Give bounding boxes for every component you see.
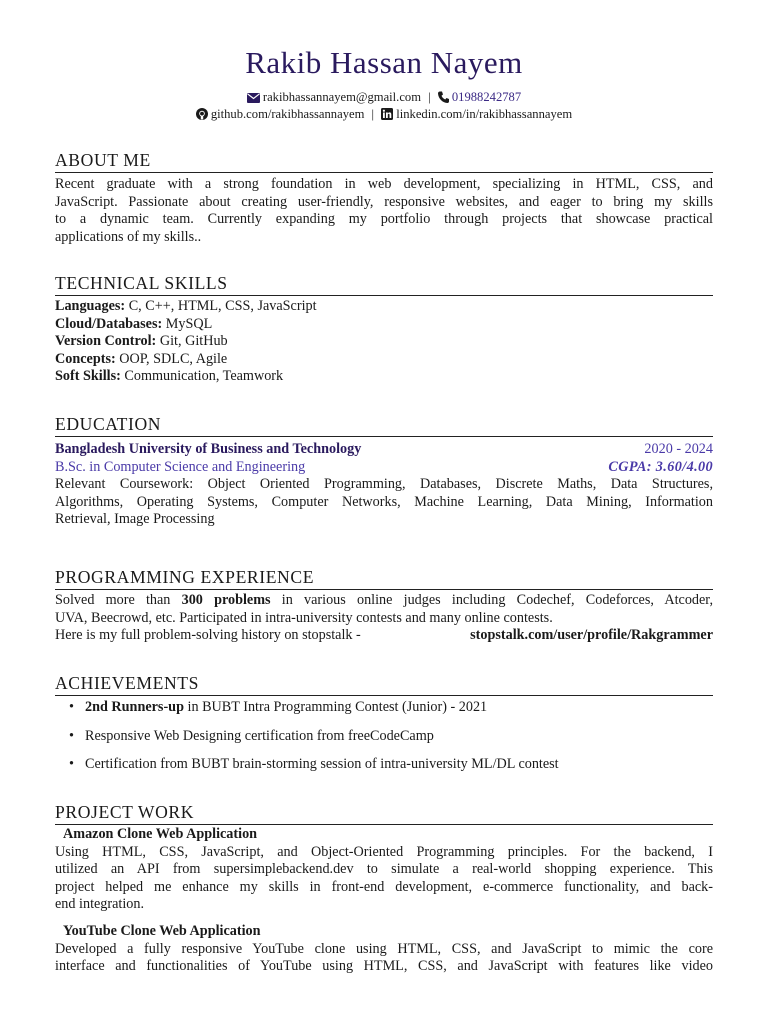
skill-label: Soft Skills: [55, 368, 121, 385]
bullet: • [69, 699, 74, 715]
section-heading-education: EDUCATION [55, 413, 713, 437]
email-link[interactable]: rakibhassannayem@gmail.com [262, 90, 422, 104]
education-years: 2020 - 2024 [644, 441, 713, 457]
list-item [55, 699, 713, 728]
about-line: applications of my skills.. [55, 228, 202, 245]
stopstalk-link[interactable]: stopstalk.com/user/profile/Rakgrammer [470, 627, 713, 644]
education-header-row [55, 441, 713, 459]
programming-line [55, 627, 713, 645]
text: Solved more than [55, 592, 182, 608]
programming-text [55, 592, 713, 645]
project-title: YouTube Clone Web Application [63, 923, 261, 939]
skill-label: Concepts: [55, 350, 116, 367]
github-icon [196, 108, 208, 124]
education-degree-row [55, 459, 713, 477]
education-entry [55, 441, 713, 529]
coursework-line: Retrieval, Image Processing [55, 511, 215, 528]
list-item [55, 728, 713, 757]
skill-row-databases [55, 316, 713, 334]
separator: | [428, 90, 431, 104]
coursework-line: Algorithms, Operating Systems, Computer Networks, Machine Learning, Data Mining, Information [55, 493, 713, 510]
section-heading-skills: TECHNICAL SKILLS [55, 272, 713, 296]
phone-link[interactable]: 01988242787 [451, 90, 522, 104]
project-line: utilized an API from supersimplebackend.dev to simulate a real-world shopping experience. This [55, 861, 713, 878]
text: Here is my full problem-solving history on stopstalk - [55, 627, 361, 644]
coursework-line: Relevant Coursework: Object Oriented Programming, Databases, Discrete Maths, Data Structures, [55, 476, 713, 493]
university-name: Bangladesh University of Business and Technology [55, 441, 362, 457]
degree-name: B.Sc. in Computer Science and Engineering [55, 458, 306, 475]
contact-line-2 [0, 106, 768, 124]
cgpa: CGPA: 3.60/4.00 [608, 458, 713, 475]
list-item [55, 756, 713, 785]
about-line: JavaScript. Passionate about creating user-friendly, responsive websites, and eager to bring my skills [55, 193, 713, 210]
skill-label: Version Control: [55, 333, 157, 350]
skill-row-concepts [55, 351, 713, 369]
achievement-text: Certification from BUBT brain-storming session of intra-university ML/DL contest [85, 756, 559, 772]
phone-icon [438, 91, 449, 107]
programming-line [55, 592, 713, 610]
section-heading-about: ABOUT ME [55, 149, 713, 173]
skill-value: MySQL [165, 315, 213, 332]
bullet: • [69, 756, 74, 772]
skill-row-soft-skills [55, 368, 713, 386]
skill-label: Cloud/Databases: [55, 315, 163, 332]
skill-value: Communication, Teamwork [124, 368, 284, 385]
problems-count: 300 problems [181, 592, 271, 608]
section-heading-programming: PROGRAMMING EXPERIENCE [55, 566, 713, 590]
skill-value: OOP, SDLC, Agile [119, 350, 228, 367]
programming-line: UVA, Beecrowd, etc. Participated in intra-university contests and many online contests. [55, 609, 553, 626]
candidate-name: Rakib Hassan Nayem [245, 45, 523, 80]
project-youtube [55, 923, 713, 976]
project-line: Using HTML, CSS, JavaScript, and Object-Oriented Programming principles. For the backend, I [55, 843, 713, 860]
separator: | [371, 107, 375, 121]
linkedin-icon [381, 108, 393, 124]
skill-value: Git, GitHub [159, 333, 228, 350]
skill-label: Languages: [55, 298, 126, 314]
section-heading-achievements: ACHIEVEMENTS [55, 672, 713, 696]
achievement-text: in BUBT Intra Programming Contest (Junior) - 2021 [183, 699, 488, 715]
project-line: Developed a fully responsive YouTube clone using HTML, CSS, and JavaScript to mimic the core [55, 940, 713, 957]
project-line: end integration. [55, 896, 145, 913]
achievement-text: Responsive Web Designing certification from freeCodeCamp [85, 727, 434, 744]
skill-value: C, C++, HTML, CSS, JavaScript [128, 298, 317, 314]
project-line: interface and functionalities of YouTube using HTML, CSS, and JavaScript with features like video [55, 958, 713, 975]
project-line: project helped me enhance my skills in front-end development, e-commerce functionality, and back- [55, 878, 713, 895]
skills-list [55, 298, 713, 386]
linkedin-link[interactable]: linkedin.com/in/rakibhassannayem [396, 107, 573, 121]
envelope-icon [247, 91, 260, 107]
skill-row-languages [55, 298, 713, 316]
about-text [55, 176, 713, 246]
section-heading-projects: PROJECT WORK [55, 801, 713, 825]
text: in various online judges including Codechef, Codeforces, Atcoder, [270, 592, 714, 608]
about-line: to a dynamic team. Currently expanding my portfolio through projects that showcase practical [55, 211, 713, 228]
project-title: Amazon Clone Web Application [63, 826, 258, 842]
bullet: • [69, 727, 74, 744]
contact-line-1 [0, 89, 768, 107]
about-line: Recent graduate with a strong foundation in web development, specializing in HTML, CSS, and [55, 176, 713, 192]
skill-row-version-control [55, 333, 713, 351]
achievements-list [55, 699, 713, 785]
achievement-bold: 2nd Runners-up [85, 699, 184, 715]
project-amazon [55, 826, 713, 914]
github-link[interactable]: github.com/rakibhassannayem [210, 107, 365, 121]
